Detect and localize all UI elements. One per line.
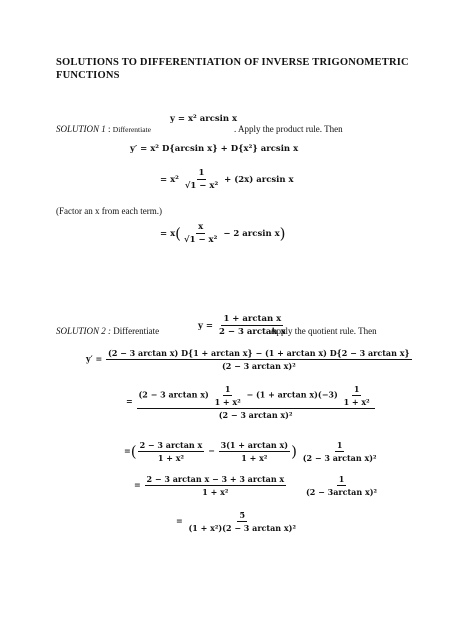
fraction	[213, 384, 243, 407]
colon: :	[105, 124, 113, 134]
numerator: 1 + arctan x	[223, 314, 282, 324]
page-title: SOLUTIONS TO DIFFERENTIATION OF INVERSE TRIGONOMETRIC FUNCTIONS	[56, 57, 409, 81]
denominator: (1 + x²)(2 − 3 arctan x)²	[188, 523, 296, 533]
eq-suffix: − 2 arcsin x	[223, 229, 280, 239]
numerator: 5	[239, 510, 246, 520]
fraction	[182, 222, 219, 245]
denominator: (2 − 3 arctan x)²	[221, 361, 296, 371]
solution-2-line-1	[86, 348, 413, 371]
denominator: 1 + x²	[157, 453, 184, 463]
solution-1-line-1: y′ = x² D{arcsin x} + D{x²} arcsin x	[130, 144, 299, 154]
equals-sign: =	[176, 515, 183, 526]
numerator: 1	[353, 384, 360, 394]
fraction	[304, 474, 379, 497]
differentiate-word: Differentiate	[113, 326, 160, 336]
right-paren: )	[291, 442, 297, 461]
term-a: (2 − 3 arctan x)	[138, 389, 209, 400]
solution-2-line-3	[124, 440, 380, 463]
differentiate-word: Differentiate	[112, 125, 151, 134]
minus-sign: −	[208, 445, 215, 456]
eq-prefix: y′ =	[86, 353, 103, 364]
big-fraction	[137, 384, 375, 420]
factor-note: (Factor an x from each term.)	[56, 206, 162, 216]
fraction	[106, 348, 412, 371]
left-paren: (	[175, 224, 182, 243]
equals-sign: =	[126, 396, 133, 406]
numerator: 3(1 + arctan x)	[220, 440, 289, 450]
denominator: 1 + x²	[202, 487, 229, 497]
numerator: 1	[336, 440, 343, 450]
eq-prefix: = x	[160, 229, 176, 239]
fraction	[138, 440, 205, 463]
denominator: 1 + x²	[214, 397, 241, 407]
solution-1-line-2	[160, 168, 294, 191]
solution-2-intro	[56, 326, 159, 336]
solution-1-instruction: . Apply the product rule. Then	[234, 124, 343, 134]
eq-prefix: y =	[198, 321, 214, 331]
solution-1-function: y = x² arcsin x	[170, 114, 238, 124]
numerator: 1	[198, 168, 205, 178]
fraction	[219, 440, 291, 463]
denominator: 2 − 3 arctan x	[219, 327, 286, 337]
numerator	[137, 384, 375, 409]
right-paren: )	[279, 224, 286, 243]
numerator: x	[198, 222, 204, 232]
solution-2-line-4	[134, 474, 380, 497]
numerator: (2 − 3 arctan x) D{1 + arctan x} − (1 + arctan x) D{2 − 3 arctan x}	[108, 348, 410, 358]
numerator: 2 − 3 arctan x − 3 + 3 arctan x	[146, 474, 285, 484]
solution-2-line-2	[126, 384, 376, 420]
solution-1-label: SOLUTION 1	[56, 124, 106, 134]
denominator: √1 − x²	[184, 235, 218, 245]
fraction	[342, 384, 372, 407]
fraction	[301, 440, 379, 463]
left-paren: (	[130, 442, 137, 461]
fraction	[187, 510, 298, 533]
numerator: 1	[338, 474, 345, 484]
denominator: (2 − 3 arctan x)²	[302, 453, 377, 463]
numerator: 2 − 3 arctan x	[139, 440, 203, 450]
numerator: 1	[224, 384, 231, 394]
equals-sign: =	[124, 445, 131, 456]
solution-2-instruction: . Apply the quotient rule. Then	[266, 326, 377, 336]
denominator: (2 − 3arctan x)²	[306, 487, 377, 497]
denominator: (2 − 3 arctan x)²	[218, 410, 293, 420]
denominator: √1 − x²	[184, 181, 219, 191]
eq-prefix: = x²	[160, 175, 179, 185]
solution-1-line-3	[160, 222, 286, 245]
eq-suffix: + (2x) arcsin x	[224, 175, 294, 185]
solution-2-line-5	[176, 510, 299, 533]
fraction	[145, 474, 287, 497]
solution-1-intro	[56, 124, 151, 134]
solution-2-label: SOLUTION 2 :	[56, 326, 112, 336]
term-b: − (1 + arctan x)(−3)	[246, 389, 338, 400]
fraction	[183, 168, 220, 191]
denominator: 1 + x²	[343, 397, 370, 407]
equals-sign: =	[134, 479, 141, 490]
denominator: 1 + x²	[241, 453, 268, 463]
